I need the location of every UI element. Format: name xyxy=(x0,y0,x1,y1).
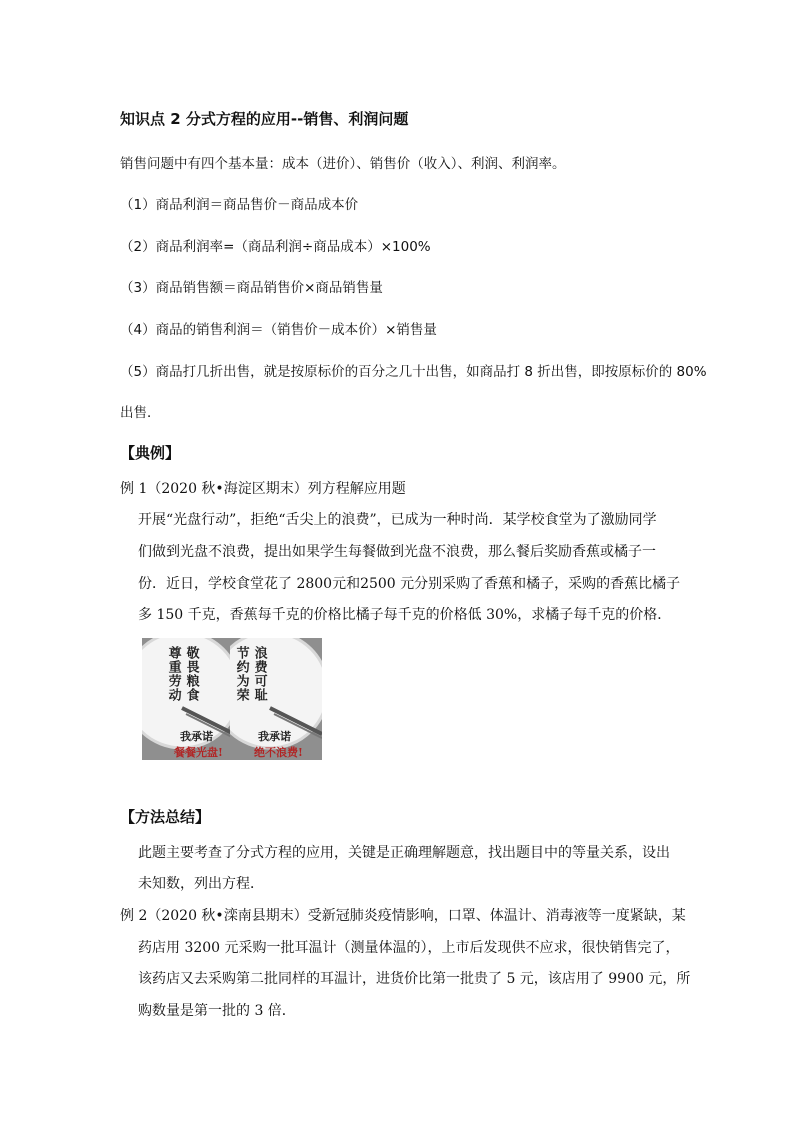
poster-slogan-column: 尊重劳动 xyxy=(165,646,181,702)
example-1-line: 开展“光盘行动”，拒绝“舌尖上的浪费”，已成为一种时尚．某学校食堂为了激励同学 xyxy=(138,512,657,528)
poster-image-clean-plate xyxy=(142,638,234,760)
poster-image-no-waste xyxy=(230,638,322,760)
method-summary-line: 此题主要考查了分式方程的应用，关键是正确理解题意，找出题目中的等量关系，设出 xyxy=(138,845,670,861)
poster-promise: 我承诺 xyxy=(258,730,291,743)
poster-slogan-column: 浪费可耻 xyxy=(251,646,267,702)
example-1-line: 份．近日，学校食堂花了 2800元和2500 元分别采购了香蕉和橘子，采购的香蕉比橘子 xyxy=(138,576,681,592)
method-summary-line: 未知数，列出方程． xyxy=(138,876,264,892)
poster-slogan-column: 敬畏粮食 xyxy=(183,646,199,702)
example-1-label: 例 1（2020 秋•海淀区期末）列方程解应用题 xyxy=(120,481,406,497)
formula-3: （3）商品销售额＝商品销售价×商品销售量 xyxy=(120,280,383,296)
example-2-label: 例 2（2020 秋•滦南县期末）受新冠肺炎疫情影响，口罩、体温计、消毒液等一度紧缺，某 xyxy=(120,908,686,924)
poster-slogan-column: 节约为荣 xyxy=(233,646,249,702)
example-2-line: 该药店又去采购第二批同样的耳温计，进货价比第一批贵了 5 元，该店用了 9900 元，所 xyxy=(138,971,691,987)
formula-4: （4）商品的销售利润＝（销售价－成本价）×销售量 xyxy=(120,322,437,338)
example-2-line: 药店用 3200 元采购一批耳温计（测量体温的），上市后发现供不应求，很快销售完了， xyxy=(138,940,680,956)
intro-text: 销售问题中有四个基本量：成本（进价）、销售价（收入）、利润、利润率。 xyxy=(120,156,566,172)
formula-5: （5）商品打几折出售，就是按原标价的百分之几十出售，如商品打 8 折出售，即按原标价的 80% xyxy=(120,364,707,380)
formula-1: （1）商品利润＝商品售价－商品成本价 xyxy=(120,197,359,213)
method-summary-heading: 【方法总结】 xyxy=(120,808,211,826)
poster-promise: 我承诺 xyxy=(180,730,213,743)
example-2-line: 购数量是第一批的 3 倍． xyxy=(138,1003,296,1019)
formula-5-continuation: 出售． xyxy=(120,405,161,421)
poster-slogan: 餐餐光盘! xyxy=(174,746,223,759)
example-heading: 【典例】 xyxy=(120,444,181,462)
poster-slogan: 绝不浪费! xyxy=(254,746,303,759)
formula-2: （2）商品利润率=（商品利润÷商品成本）×100% xyxy=(120,239,431,255)
section-title: 知识点 2 分式方程的应用--销售、利润问题 xyxy=(120,110,409,128)
example-1-line: 多 150 千克，香蕉每千克的价格比橘子每千克的价格低 30%，求橘子每千克的价格． xyxy=(138,607,672,623)
example-1-line: 们做到光盘不浪费，提出如果学生每餐做到光盘不浪费，那么餐后奖励香蕉或橘子一 xyxy=(138,544,656,560)
